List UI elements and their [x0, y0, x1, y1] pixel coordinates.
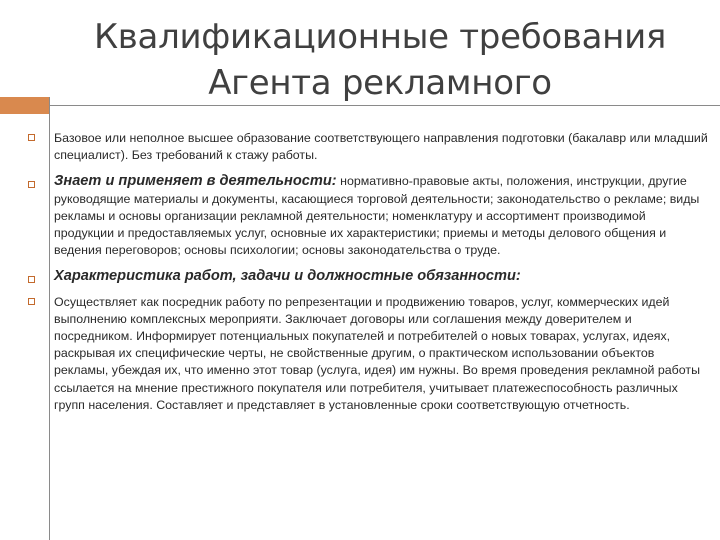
bullet-list — [28, 130, 708, 414]
bullet-heading: Знает и применяет в деятельности: — [54, 173, 337, 190]
square-bullet-icon — [28, 276, 35, 283]
bullet-heading: Характеристика работ, задачи и должностные обязанности: — [54, 268, 521, 285]
square-bullet-icon — [28, 298, 35, 305]
square-bullet-icon — [28, 181, 35, 188]
slide-title — [60, 14, 700, 106]
title-line-1: Квалификационные требования — [93, 17, 667, 57]
square-bullet-icon — [28, 134, 35, 141]
title-line-2: Агента рекламного — [208, 63, 552, 103]
bullet-education — [28, 130, 708, 164]
bullet-duties — [28, 294, 708, 414]
bullet-text: нормативно-правовые акты, положения, инструкции, другие руководящие материалы и документы, касающиеся торговой деятельности; законодательство о рекламе; виды рекламы и основы организации рекламной деятельности; номенклатуру и ассортимент производимой продукции и предоставляемых услуг, основные их характеристики; приемы и методы делового общения и ведения переговоров; основы психологии; основы законодательства о труде. — [54, 174, 700, 258]
accent-bar — [0, 97, 49, 114]
bullet-text: Осуществляет как посредник работу по репрезентации и продвижению товаров, услуг, коммерческих идей выполнению комплексных мероприяти. Заключает договоры или соглашения между доверителем и посредником. Информирует потенциальных покупателей и потребителей о новых товарах, услугах, идеях, раскрывая их специфические черты, не свойственные другим, о практическом использовании объектов рекламы, убеждая их, что именно этот товар (услуга, идея) им нужны. Во время проведения рекламной работы ссылается на мнение престижного покупателя или потребителя, учитывает платежеспособность различных групп населения. Составляет и представляет в установленные сроки соответствующую отчетность. — [54, 294, 700, 412]
divider-line — [49, 105, 720, 106]
bullet-knowledge — [28, 173, 708, 259]
bullet-duties-heading — [28, 268, 708, 285]
bullet-text: Базовое или неполное высшее образование соответствующего направления подготовки (бакалавр или младший специалист). Без требований к стажу работы. — [54, 131, 708, 163]
